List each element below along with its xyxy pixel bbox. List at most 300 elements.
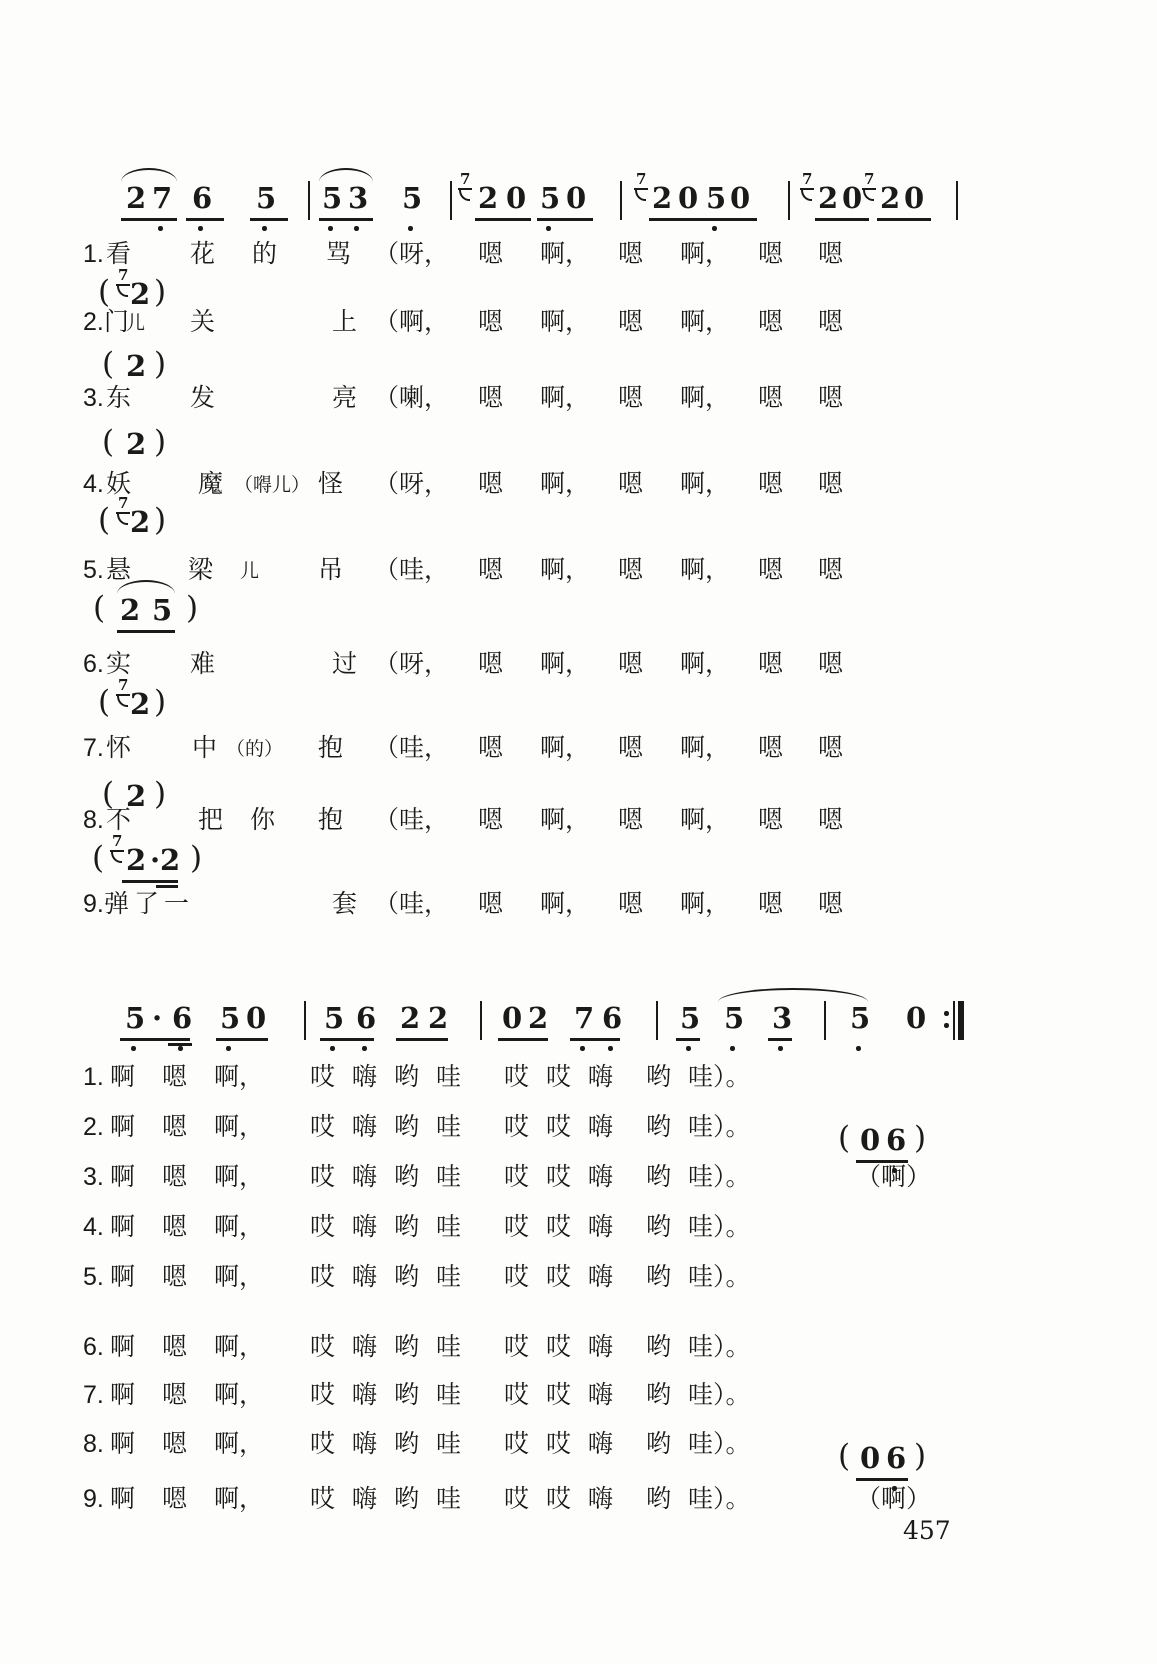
music-note: 5 bbox=[152, 593, 173, 627]
lyric-text: 啊， bbox=[214, 1163, 265, 1191]
lyric-text: 嗯 bbox=[162, 1263, 188, 1291]
lyric-text: 嗯 bbox=[618, 650, 644, 678]
lyric-text: 5. bbox=[83, 1263, 104, 1291]
lyric-text: 4. bbox=[83, 470, 104, 498]
lyric-text: 啊， bbox=[680, 240, 731, 268]
lyric-text: 嗯 bbox=[478, 556, 504, 584]
lyric-text: 嗨 bbox=[588, 1263, 614, 1291]
octave-dot bbox=[330, 1046, 335, 1051]
lyric-text: 嗯 bbox=[618, 240, 644, 268]
lyric-text: 啊， bbox=[214, 1485, 265, 1513]
lyric-text: （啊） bbox=[856, 1485, 932, 1513]
lyric-text: 嗨 bbox=[588, 1063, 614, 1091]
lyric-text: 哇）。 bbox=[688, 1113, 751, 1141]
music-paren: ( bbox=[102, 776, 115, 812]
lyric-text: 啊， bbox=[680, 384, 731, 412]
music-note: 5 bbox=[706, 181, 727, 215]
music-note: 0 bbox=[566, 181, 587, 215]
lyric-text: 哇）。 bbox=[688, 1163, 751, 1191]
repeat-mark bbox=[944, 1023, 949, 1028]
lyric-text: 嗯 bbox=[162, 1213, 188, 1241]
beam-underline bbox=[570, 1038, 620, 1041]
lyric-text: 嗨 bbox=[588, 1381, 614, 1409]
lyric-text: 发 bbox=[190, 384, 216, 412]
music-note: 2 bbox=[160, 843, 181, 877]
barline bbox=[304, 1001, 306, 1040]
lyric-text: 不 bbox=[106, 806, 132, 834]
lyric-text: 嗨 bbox=[352, 1213, 378, 1241]
music-paren: ) bbox=[154, 346, 167, 382]
lyric-text: 哎 bbox=[310, 1485, 336, 1513]
lyric-text: （呀， bbox=[374, 650, 450, 678]
beam-underline bbox=[122, 880, 178, 883]
octave-dot bbox=[730, 1046, 735, 1051]
grace-slide-hook bbox=[801, 188, 812, 201]
lyric-text: 了 bbox=[134, 890, 160, 918]
music-note: 5 bbox=[220, 1001, 241, 1035]
page-number: 457 bbox=[903, 1516, 951, 1545]
beam-underline bbox=[877, 218, 931, 221]
music-note: 2 bbox=[400, 1001, 421, 1035]
lyric-text: 嗯 bbox=[818, 308, 844, 336]
beam-underline bbox=[815, 218, 869, 221]
lyric-text: 嗯 bbox=[818, 240, 844, 268]
lyric-text: 哇）。 bbox=[688, 1381, 751, 1409]
beam-underline bbox=[856, 1478, 908, 1481]
barline bbox=[824, 1001, 826, 1040]
lyric-text: 嗨 bbox=[352, 1333, 378, 1361]
lyric-text: 4. bbox=[83, 1213, 104, 1241]
lyric-text: 哎 bbox=[310, 1213, 336, 1241]
lyric-text: 弹 bbox=[104, 890, 130, 918]
music-note: 3 bbox=[772, 1001, 793, 1035]
lyric-text: 啊， bbox=[214, 1381, 265, 1409]
music-note: 5 bbox=[680, 1001, 701, 1035]
music-note: 0 bbox=[730, 181, 751, 215]
music-paren: ( bbox=[98, 274, 111, 310]
lyric-text: （啊， bbox=[374, 308, 450, 336]
beam-underline bbox=[186, 218, 224, 221]
lyric-text: 哟 bbox=[394, 1381, 420, 1409]
music-note: 2 bbox=[880, 181, 901, 215]
lyric-text: 1. bbox=[83, 240, 104, 268]
lyric-text: 哎 bbox=[310, 1333, 336, 1361]
lyric-text: 哎 bbox=[546, 1263, 572, 1291]
beam-underline bbox=[703, 218, 757, 221]
music-note: 7 bbox=[152, 181, 173, 215]
lyric-text: （呀， bbox=[374, 240, 450, 268]
lyric-text: 梁 bbox=[188, 556, 214, 584]
music-note: 2 bbox=[126, 427, 147, 461]
lyric-text: 啊 bbox=[110, 1485, 136, 1513]
music-paren: ) bbox=[154, 274, 167, 310]
lyric-text: 8. bbox=[83, 806, 104, 834]
grace-digit: 7 bbox=[118, 676, 129, 694]
lyric-text: 魔 bbox=[198, 470, 224, 498]
lyric-text: 7. bbox=[83, 734, 104, 762]
barline bbox=[450, 181, 452, 220]
octave-dot bbox=[686, 1046, 691, 1051]
music-paren: ) bbox=[186, 590, 199, 626]
lyric-text: 啊 bbox=[110, 1063, 136, 1091]
lyric-text: 2. bbox=[83, 1113, 104, 1141]
lyric-text: 嗯 bbox=[618, 308, 644, 336]
lyric-text: 嗯 bbox=[478, 308, 504, 336]
lyric-text: 啊， bbox=[680, 470, 731, 498]
lyric-text: 亮 bbox=[332, 384, 358, 412]
octave-dot bbox=[158, 226, 163, 231]
lyric-text: 哇 bbox=[436, 1063, 462, 1091]
lyric-text: 嗯 bbox=[618, 556, 644, 584]
lyric-text: 啊， bbox=[540, 806, 591, 834]
lyric-text: 哎 bbox=[310, 1113, 336, 1141]
slur-arc bbox=[121, 168, 177, 182]
grace-slide-hook bbox=[117, 512, 128, 525]
lyric-text: 哇 bbox=[436, 1113, 462, 1141]
lyric-text: 2. bbox=[83, 308, 104, 336]
lyric-text: 哟 bbox=[394, 1113, 420, 1141]
lyric-text: 花 bbox=[190, 240, 216, 268]
music-note: 5 bbox=[540, 181, 561, 215]
music-note: 0 bbox=[906, 1001, 927, 1035]
lyric-text: 抱 bbox=[318, 806, 344, 834]
lyric-text: 妖 bbox=[106, 470, 132, 498]
lyric-text: 嗯 bbox=[478, 890, 504, 918]
lyric-text: 嗯 bbox=[478, 650, 504, 678]
music-note: 6 bbox=[192, 181, 213, 215]
lyric-text: 嗯 bbox=[758, 650, 784, 678]
octave-dot bbox=[608, 1046, 613, 1051]
grace-slide-hook bbox=[117, 284, 128, 297]
music-paren: ( bbox=[92, 840, 105, 876]
lyric-text: 9. bbox=[83, 1485, 104, 1513]
music-note: 2 bbox=[130, 687, 151, 721]
lyric-text: 哟 bbox=[646, 1163, 672, 1191]
lyric-text: 难 bbox=[190, 650, 216, 678]
lyric-text: 3. bbox=[83, 1163, 104, 1191]
music-paren: ( bbox=[102, 346, 115, 382]
music-note: 2 bbox=[478, 181, 499, 215]
grace-note bbox=[458, 171, 480, 203]
music-note: 2 bbox=[818, 181, 839, 215]
octave-dot bbox=[546, 226, 551, 231]
grace-digit: 7 bbox=[118, 494, 129, 512]
lyric-text: 嗨 bbox=[352, 1063, 378, 1091]
lyric-text: 1. bbox=[83, 1063, 104, 1091]
lyric-text: 啊 bbox=[110, 1163, 136, 1191]
lyric-text: 7. bbox=[83, 1381, 104, 1409]
lyric-text: 嗨 bbox=[352, 1430, 378, 1458]
lyric-text: 的 bbox=[252, 240, 278, 268]
music-note: 2 bbox=[120, 593, 141, 627]
music-note: 0 bbox=[860, 1123, 881, 1157]
music-note: 5 bbox=[850, 1001, 871, 1035]
lyric-text: 啊， bbox=[540, 734, 591, 762]
lyric-text: 哇 bbox=[436, 1381, 462, 1409]
grace-slide-hook bbox=[863, 188, 874, 201]
octave-dot bbox=[408, 226, 413, 231]
beam-underline bbox=[768, 1038, 792, 1041]
lyric-text: 哎 bbox=[310, 1063, 336, 1091]
music-note: 2 bbox=[428, 1001, 449, 1035]
lyric-text: 哇 bbox=[436, 1333, 462, 1361]
music-paren: ( bbox=[102, 424, 115, 460]
music-note: 2 bbox=[126, 181, 147, 215]
music-note: 3 bbox=[348, 181, 369, 215]
lyric-text: 一 bbox=[164, 890, 190, 918]
lyric-text: 嗨 bbox=[352, 1163, 378, 1191]
lyric-text: 关 bbox=[190, 308, 216, 336]
music-note: 6 bbox=[886, 1123, 907, 1157]
end-repeat-barline bbox=[944, 1001, 966, 1040]
lyric-text: 嗯 bbox=[818, 384, 844, 412]
lyric-text: 嗨 bbox=[588, 1485, 614, 1513]
lyric-text: 哇）。 bbox=[688, 1485, 751, 1513]
beam-underline bbox=[475, 218, 531, 221]
lyric-text: 8. bbox=[83, 1430, 104, 1458]
lyric-text: 啊， bbox=[680, 806, 731, 834]
lyric-text: 嗨 bbox=[588, 1113, 614, 1141]
grace-digit: 7 bbox=[864, 170, 875, 188]
lyric-text: 嗨 bbox=[352, 1113, 378, 1141]
lyric-text: 嗯 bbox=[818, 470, 844, 498]
lyric-text: 哟 bbox=[646, 1263, 672, 1291]
lyric-text: 啊 bbox=[110, 1381, 136, 1409]
lyric-text: 嗯 bbox=[758, 734, 784, 762]
grace-slide-hook bbox=[635, 188, 646, 201]
lyric-text: 哎 bbox=[546, 1213, 572, 1241]
barline bbox=[656, 1001, 658, 1040]
lyric-text: 抱 bbox=[318, 734, 344, 762]
lyric-text: 啊 bbox=[110, 1333, 136, 1361]
lyric-text: 9. bbox=[83, 890, 104, 918]
octave-dot bbox=[178, 1046, 183, 1051]
music-note: · bbox=[152, 1001, 163, 1035]
lyric-text: 嗯 bbox=[818, 556, 844, 584]
lyric-text: 哟 bbox=[646, 1430, 672, 1458]
music-note: 7 bbox=[574, 1001, 595, 1035]
lyric-text: 哟 bbox=[646, 1485, 672, 1513]
lyric-text: 哟 bbox=[646, 1113, 672, 1141]
lyric-text: 嗯 bbox=[478, 470, 504, 498]
grace-digit: 7 bbox=[460, 170, 471, 188]
slur-arc bbox=[319, 168, 373, 182]
music-note: 6 bbox=[172, 1001, 193, 1035]
music-note: 0 bbox=[860, 1441, 881, 1475]
lyric-text: 哎 bbox=[546, 1485, 572, 1513]
octave-dot bbox=[328, 226, 333, 231]
barline bbox=[480, 1001, 482, 1040]
lyric-text: 上 bbox=[332, 308, 358, 336]
lyric-text: 嗯 bbox=[162, 1063, 188, 1091]
lyric-text: 哎 bbox=[546, 1063, 572, 1091]
lyric-text: 啊 bbox=[110, 1113, 136, 1141]
lyric-text: 哇）。 bbox=[688, 1430, 751, 1458]
lyric-text: 啊， bbox=[214, 1113, 265, 1141]
lyric-text: 6. bbox=[83, 1333, 104, 1361]
lyric-text: 哟 bbox=[646, 1213, 672, 1241]
music-note: 2 bbox=[130, 277, 151, 311]
music-paren: ) bbox=[154, 776, 167, 812]
lyric-text: 哎 bbox=[504, 1163, 530, 1191]
beam-underline bbox=[319, 218, 373, 221]
lyric-text: 实 bbox=[106, 650, 132, 678]
lyric-text: 哟 bbox=[646, 1063, 672, 1091]
grace-digit: 7 bbox=[118, 266, 129, 284]
lyric-text: 哟 bbox=[646, 1333, 672, 1361]
beam-underline bbox=[216, 1038, 268, 1041]
beam-underline bbox=[649, 218, 705, 221]
music-paren: ( bbox=[98, 502, 111, 538]
barline bbox=[956, 181, 958, 220]
lyric-text: 嗯 bbox=[758, 556, 784, 584]
lyric-text: 哎 bbox=[504, 1430, 530, 1458]
lyric-text: 门 bbox=[104, 308, 130, 336]
lyric-text: 嗨 bbox=[588, 1213, 614, 1241]
slur-arc bbox=[718, 988, 868, 1002]
lyric-text: 哟 bbox=[394, 1263, 420, 1291]
lyric-text: 哎 bbox=[504, 1213, 530, 1241]
lyric-text: 哇 bbox=[436, 1430, 462, 1458]
lyric-text: 哇）。 bbox=[688, 1333, 751, 1361]
barline bbox=[308, 181, 310, 220]
octave-dot bbox=[362, 1046, 367, 1051]
music-note: 2 bbox=[528, 1001, 549, 1035]
lyric-text: 哟 bbox=[394, 1213, 420, 1241]
beam-underline bbox=[156, 885, 178, 888]
music-note: 0 bbox=[246, 1001, 267, 1035]
lyric-text: 哎 bbox=[310, 1381, 336, 1409]
lyric-text: 怪 bbox=[318, 470, 344, 498]
music-note: 5 bbox=[256, 181, 277, 215]
music-note: 2 bbox=[126, 779, 147, 813]
music-paren: ) bbox=[914, 1438, 927, 1474]
lyric-text: 啊， bbox=[680, 890, 731, 918]
lyric-text: 嗯 bbox=[162, 1163, 188, 1191]
lyric-text: 嗯 bbox=[618, 470, 644, 498]
lyric-text: 嗯 bbox=[818, 890, 844, 918]
music-paren: ) bbox=[154, 502, 167, 538]
repeat-mark bbox=[958, 1001, 964, 1040]
beam-underline bbox=[320, 1038, 374, 1041]
lyric-text: 哇 bbox=[436, 1485, 462, 1513]
lyric-text: 啊， bbox=[214, 1263, 265, 1291]
lyric-text: 嗯 bbox=[478, 240, 504, 268]
music-note: 0 bbox=[842, 181, 863, 215]
lyric-text: 嗯 bbox=[618, 890, 644, 918]
lyric-text: 哟 bbox=[394, 1063, 420, 1091]
lyric-text: 哇）。 bbox=[688, 1213, 751, 1241]
music-note: 5 bbox=[324, 1001, 345, 1035]
lyric-text: 啊， bbox=[540, 308, 591, 336]
lyric-text: 儿 bbox=[240, 561, 260, 582]
lyric-text: 啊， bbox=[540, 470, 591, 498]
lyric-text: 哎 bbox=[504, 1485, 530, 1513]
lyric-text: 嗯 bbox=[478, 806, 504, 834]
octave-dot bbox=[131, 1046, 136, 1051]
lyric-text: 哟 bbox=[394, 1485, 420, 1513]
beam-underline bbox=[396, 1038, 448, 1041]
lyric-text: 嗯 bbox=[818, 650, 844, 678]
grace-digit: 7 bbox=[636, 170, 647, 188]
octave-dot bbox=[712, 226, 717, 231]
lyric-text: 啊 bbox=[110, 1213, 136, 1241]
lyric-text: 嗯 bbox=[758, 470, 784, 498]
lyric-text: （的） bbox=[226, 739, 284, 760]
lyric-text: 哎 bbox=[504, 1263, 530, 1291]
music-note: 6 bbox=[602, 1001, 623, 1035]
music-note: 0 bbox=[502, 1001, 523, 1035]
music-paren: ) bbox=[914, 1120, 927, 1156]
music-note: 0 bbox=[678, 181, 699, 215]
lyric-text: 啊， bbox=[540, 556, 591, 584]
lyric-text: 哎 bbox=[546, 1163, 572, 1191]
lyric-text: 怀 bbox=[106, 734, 132, 762]
music-note: · bbox=[150, 843, 161, 877]
lyric-text: 5. bbox=[83, 556, 104, 584]
lyric-text: 哇 bbox=[436, 1163, 462, 1191]
lyric-text: 哎 bbox=[504, 1113, 530, 1141]
lyric-text: 啊， bbox=[540, 650, 591, 678]
beam-underline bbox=[117, 630, 175, 633]
music-paren: ( bbox=[838, 1120, 851, 1156]
repeat-mark bbox=[953, 1001, 955, 1040]
music-note: 5 bbox=[724, 1001, 745, 1035]
music-paren: ( bbox=[98, 684, 111, 720]
lyric-text: 看 bbox=[106, 240, 132, 268]
lyric-text: 哎 bbox=[504, 1333, 530, 1361]
grace-digit: 7 bbox=[112, 832, 123, 850]
music-paren: ) bbox=[190, 840, 203, 876]
lyric-text: （呀， bbox=[374, 470, 450, 498]
lyric-text: 哇 bbox=[436, 1213, 462, 1241]
lyric-text: 啊 bbox=[110, 1430, 136, 1458]
lyric-text: 吊 bbox=[318, 556, 344, 584]
octave-dot bbox=[580, 1046, 585, 1051]
barline bbox=[620, 181, 622, 220]
lyric-text: 嗯 bbox=[618, 384, 644, 412]
grace-slide-hook bbox=[117, 694, 128, 707]
lyric-text: 悬 bbox=[106, 556, 132, 584]
lyric-text: 啊 bbox=[110, 1263, 136, 1291]
music-note: 2 bbox=[652, 181, 673, 215]
lyric-text: 啊， bbox=[540, 384, 591, 412]
repeat-mark bbox=[944, 1011, 949, 1016]
octave-dot bbox=[262, 226, 267, 231]
lyric-text: 嗯 bbox=[758, 384, 784, 412]
music-note: 6 bbox=[356, 1001, 377, 1035]
lyric-text: （啊） bbox=[856, 1163, 932, 1191]
lyric-text: 啊， bbox=[680, 734, 731, 762]
lyric-text: （哇， bbox=[374, 890, 450, 918]
lyric-text: 嗨 bbox=[352, 1381, 378, 1409]
lyric-text: （哇， bbox=[374, 734, 450, 762]
lyric-text: 嗯 bbox=[618, 734, 644, 762]
lyric-text: 啊， bbox=[680, 308, 731, 336]
grace-digit: 7 bbox=[802, 170, 813, 188]
lyric-text: 啊， bbox=[540, 890, 591, 918]
lyric-text: 哟 bbox=[394, 1163, 420, 1191]
lyric-text: （哇， bbox=[374, 556, 450, 584]
lyric-text: 把 bbox=[198, 806, 224, 834]
lyric-text: 哎 bbox=[310, 1263, 336, 1291]
lyric-text: 东 bbox=[106, 384, 132, 412]
beam-underline bbox=[121, 218, 177, 221]
beam-underline bbox=[120, 1038, 190, 1041]
lyric-text: 嗨 bbox=[352, 1263, 378, 1291]
lyric-text: 你 bbox=[250, 806, 276, 834]
lyric-text: 骂 bbox=[326, 240, 352, 268]
